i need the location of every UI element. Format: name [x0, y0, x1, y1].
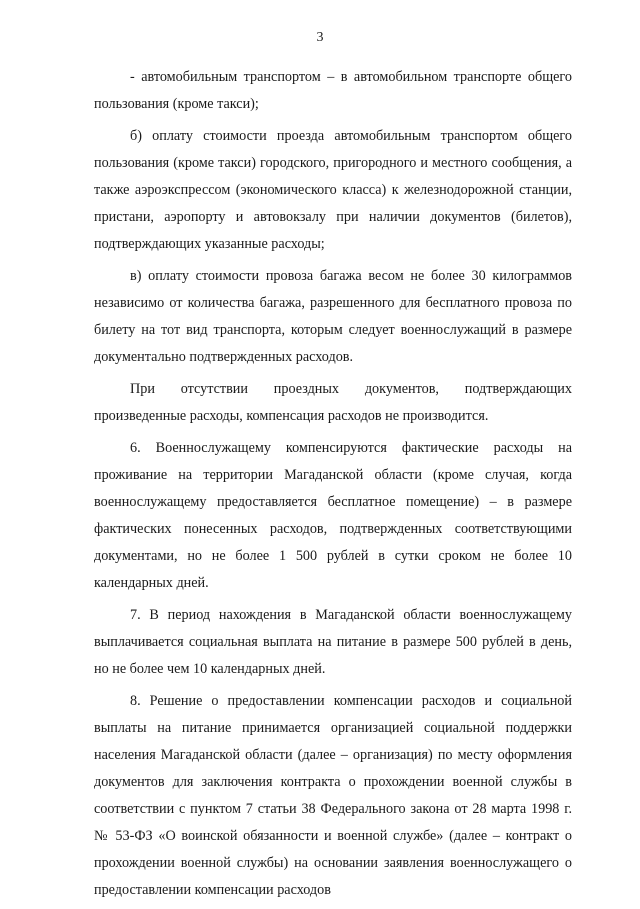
- paragraph-6-accommodation: 6. Военнослужащему компенсируются фактические расходы на проживание на территории Магаданской области (кроме случая, когда военнослужащему предоставляется бесплатное помещение) – в размере фактических понесенных расходов, подтвержденных соответствующими документами, но не более 1 500 рублей в сутки сроком не более 10 календарных дней.: [94, 440, 572, 591]
- paragraph-7-meals: 7. В период нахождения в Магаданской области военнослужащему выплачивается социальная выплата на питание в размере 500 рублей в день, но не более чем 10 календарных дней.: [94, 607, 572, 677]
- paragraph-no-documents: При отсутствии проездных документов, подтверждающих произведенные расходы, компенсация расходов не производится.: [94, 381, 572, 424]
- paragraph-v-baggage: в) оплату стоимости провоза багажа весом не более 30 килограммов независимо от количества багажа, разрешенного для бесплатного провоза по билету на тот вид транспорта, которым следует военнослужащий в размере документально подтвержденных расходов.: [94, 268, 572, 365]
- paragraph-8-decision: 8. Решение о предоставлении компенсации расходов и социальной выплаты на питание принимается организацией социальной поддержки населения Магаданской области (далее – организация) по месту оформления документов для заключения контракта о прохождении военной службы в соответствии с пунктом 7 статьи 38 Федерального закона от 28 марта 1998 г. № 53-ФЗ «О воинской обязанности и военной службе» (далее – контракт о прохождении военной службы) на основании заявления военнослужащего о предоставлении компенсации расходов: [94, 693, 572, 898]
- document-body: [94, 64, 572, 909]
- paragraph-b-fare-payment: б) оплату стоимости проезда автомобильным транспортом общего пользования (кроме такси) городского, пригородного и местного сообщения, а также аэроэкспрессом (экономического класса) к железнодорожной станции, пристани, аэропорту и автовокзалу при наличии документов (билетов), подтверждающих указанные расходы;: [94, 128, 572, 252]
- paragraph-auto-transport: - автомобильным транспортом – в автомобильном транспорте общего пользования (кроме такси);: [94, 69, 572, 112]
- page-number: 3: [316, 30, 324, 45]
